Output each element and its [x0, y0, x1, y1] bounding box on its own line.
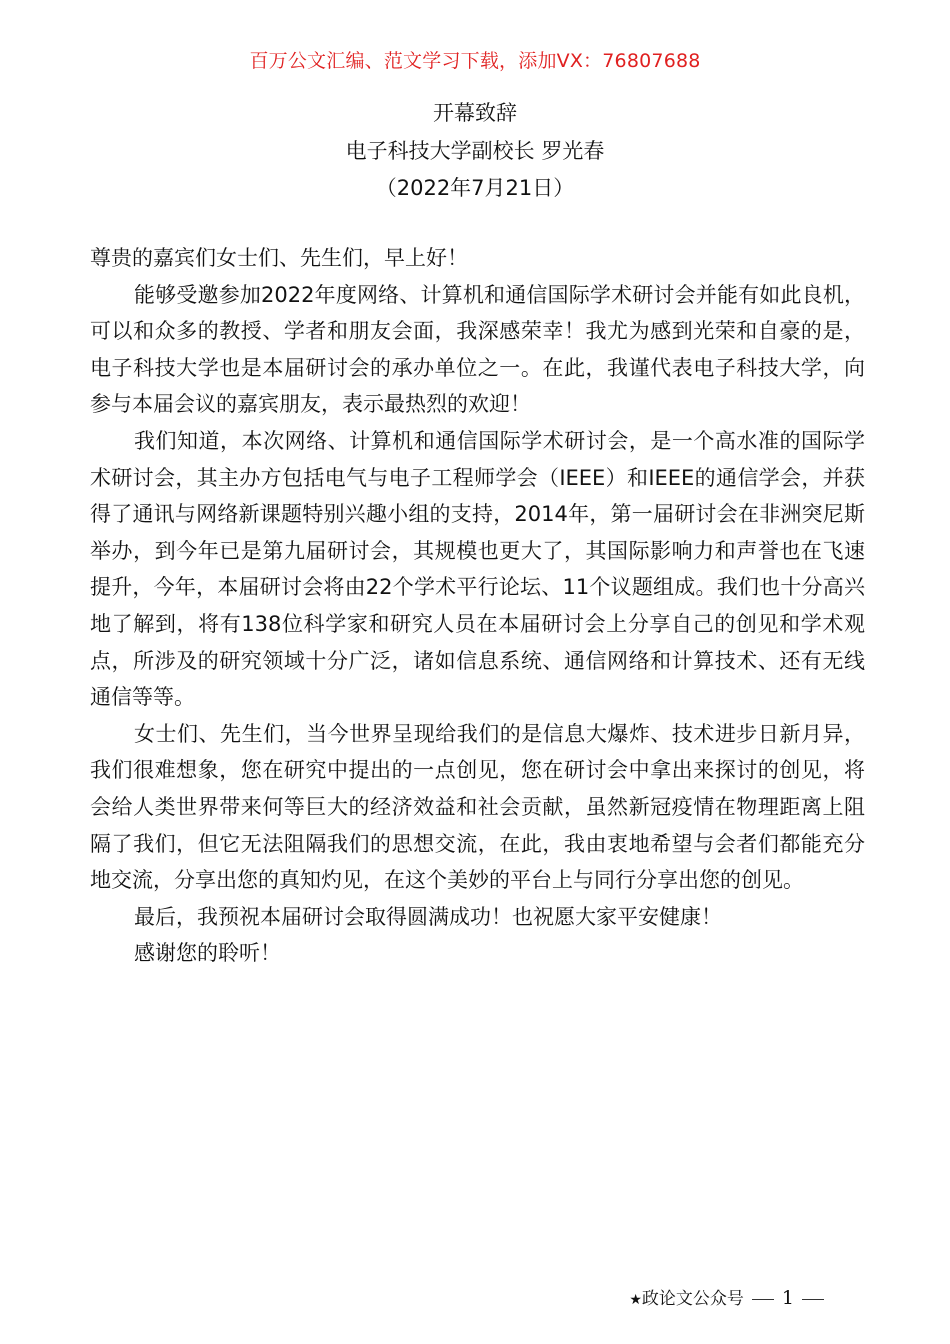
footer-dash-left	[752, 1299, 774, 1300]
watermark-banner: 百万公文汇编、范文学习下载，添加VX：76807688	[249, 50, 701, 72]
closing-paragraph: 最后，我预祝本届研讨会取得圆满成功！也祝愿大家平安健康！	[134, 904, 722, 929]
body-paragraph: 能够受邀参加2022年度网络、计算机和通信国际学术研讨会并能有如此良机，可以和众多的教授、学者和朋友会面，我深感荣幸！我尤为感到光荣和自豪的是，电子科技大学也是本届研讨会的承办单位之一。在此，我谨代表电子科技大学，向参与本届会议的嘉宾朋友，表示最热烈的欢迎！	[90, 282, 865, 417]
footer-dash-right	[802, 1299, 824, 1300]
star-icon: ★	[629, 1292, 642, 1308]
greeting-paragraph: 尊贵的嘉宾们女士们、先生们，早上好！	[90, 246, 468, 270]
speaker-line: 电子科技大学副校长 罗光春	[345, 139, 605, 163]
thanks-paragraph: 感谢您的聆听！	[134, 941, 281, 966]
footer-label: 政论文公众号	[641, 1289, 744, 1309]
speech-date: （2022年7月21日）	[375, 176, 575, 200]
page-number: 1	[781, 1287, 794, 1309]
speech-body	[90, 240, 865, 972]
body-paragraph: 我们知道，本次网络、计算机和通信国际学术研讨会，是一个高水准的国际学术研讨会，其主办方包括电气与电子工程师学会（IEEE）和IEEE的通信学会，并获得了通讯与网络新课题特别兴趣小组的支持，2014年，第一届研讨会在非洲突尼斯举办，到今年已是第九届研讨会，其规模也更大了，其国际影响力和声誉也在飞速提升，今年，本届研讨会将由22个学术平行论坛、11个议题组成。我们也十分高兴地了解到，将有138位科学家和研究人员在本届研讨会上分享自己的创见和学术观点，所涉及的研究领域十分广泛，诸如信息系统、通信网络和计算技术、还有无线通信等等。	[90, 428, 865, 710]
body-paragraph: 女士们、先生们，当今世界呈现给我们的是信息大爆炸、技术进步日新月异，我们很难想象，您在研究中提出的一点创见，您在研讨会中拿出来探讨的创见，将会给人类世界带来何等巨大的经济效益和社会贡献，虽然新冠疫情在物理距离上阻隔了我们，但它无法阻隔我们的思想交流，在此，我由衷地希望与会者们都能充分地交流，分享出您的真知灼见，在这个美妙的平台上与同行分享出您的创见。	[90, 721, 865, 893]
page-footer	[629, 1284, 832, 1309]
page-title: 开幕致辞	[433, 101, 517, 125]
